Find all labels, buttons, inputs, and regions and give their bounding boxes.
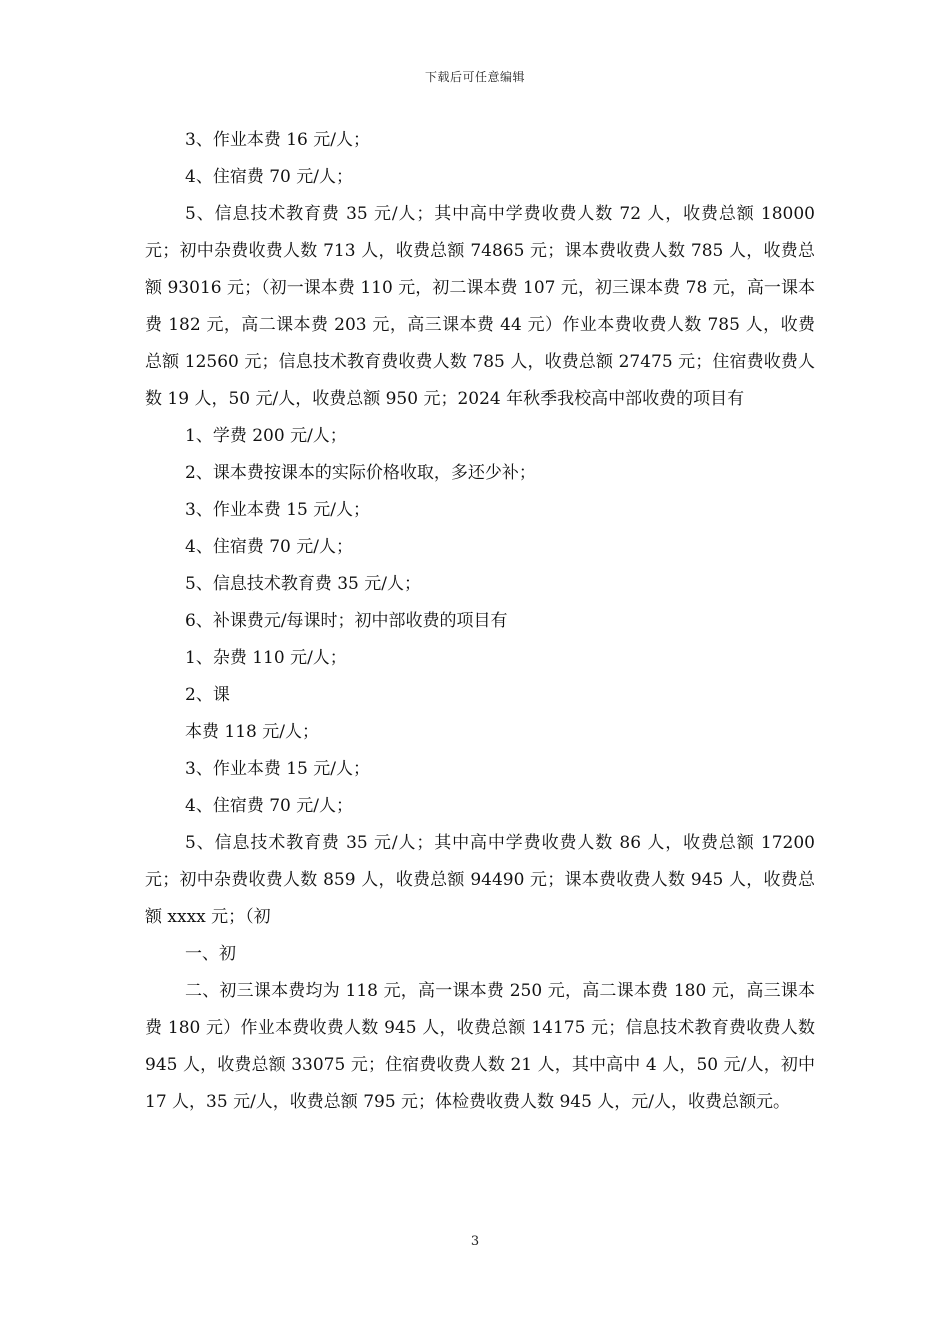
paragraph: 2、课本费按课本的实际价格收取，多还少补； [185, 463, 536, 483]
paragraph: 一、初 [185, 944, 236, 964]
paragraph: 4、住宿费 70 元/人； [185, 167, 353, 187]
paragraph: 3、作业本费 15 元/人； [185, 759, 370, 779]
paragraph: 1、杂费 110 元/人； [185, 648, 347, 668]
page-number: 3 [470, 1234, 480, 1249]
paragraph: 5、信息技术教育费 35 元/人； [185, 574, 421, 594]
paragraph: 6、补课费元/每课时；初中部收费的项目有 [185, 611, 508, 631]
page-header: 下载后可任意编辑 [424, 70, 525, 84]
paragraph: 4、住宿费 70 元/人； [185, 537, 353, 557]
paragraph: 3、作业本费 15 元/人； [185, 500, 370, 520]
paragraph: 5、信息技术教育费 35 元/人；其中高中学费收费人数 72 人，收费总额 18000 元；初中杂费收费人数 713 人，收费总额 74865 元；课本费收费人数 785 人，收费总额 93016 元；（初一课本费 110 元，初二课本费 107 元，初三课本费 78 元，高一课本费 182 元，高二课本费 203 元，高三课本费 44 元）作业本费收费人数 785 人，收费总额 12560 元；信息技术教育费收费人数 785 人，收费总额 27475 元；住宿费收费人数 19 人，50 元/人，收费总额 950 元；2024 年秋季我校高中部收费的项目有 [145, 204, 815, 409]
paragraph: 4、住宿费 70 元/人； [185, 796, 353, 816]
paragraph: 5、信息技术教育费 35 元/人；其中高中学费收费人数 86 人，收费总额 17200 元；初中杂费收费人数 859 人，收费总额 94490 元；课本费收费人数 945 人，收费总额 xxxx 元；（初 [145, 833, 815, 927]
paragraph: 二、初三课本费均为 118 元，高一课本费 250 元，高二课本费 180 元，高三课本费 180 元）作业本费收费人数 945 人，收费总额 14175 元；信息技术教育费收费人数 945 人，收费总额 33075 元；住宿费收费人数 21 人，其中高中 4 人，50 元/人，初中 17 人，35 元/人，收费总额 795 元；体检费收费人数 945 人，元/人，收费总额元。 [145, 981, 815, 1112]
paragraph: 1、学费 200 元/人； [185, 426, 347, 446]
paragraph: 2、课 [185, 685, 230, 705]
paragraph: 3、作业本费 16 元/人； [185, 130, 370, 150]
document-body [145, 122, 815, 1121]
paragraph: 本费 118 元/人； [185, 722, 319, 742]
